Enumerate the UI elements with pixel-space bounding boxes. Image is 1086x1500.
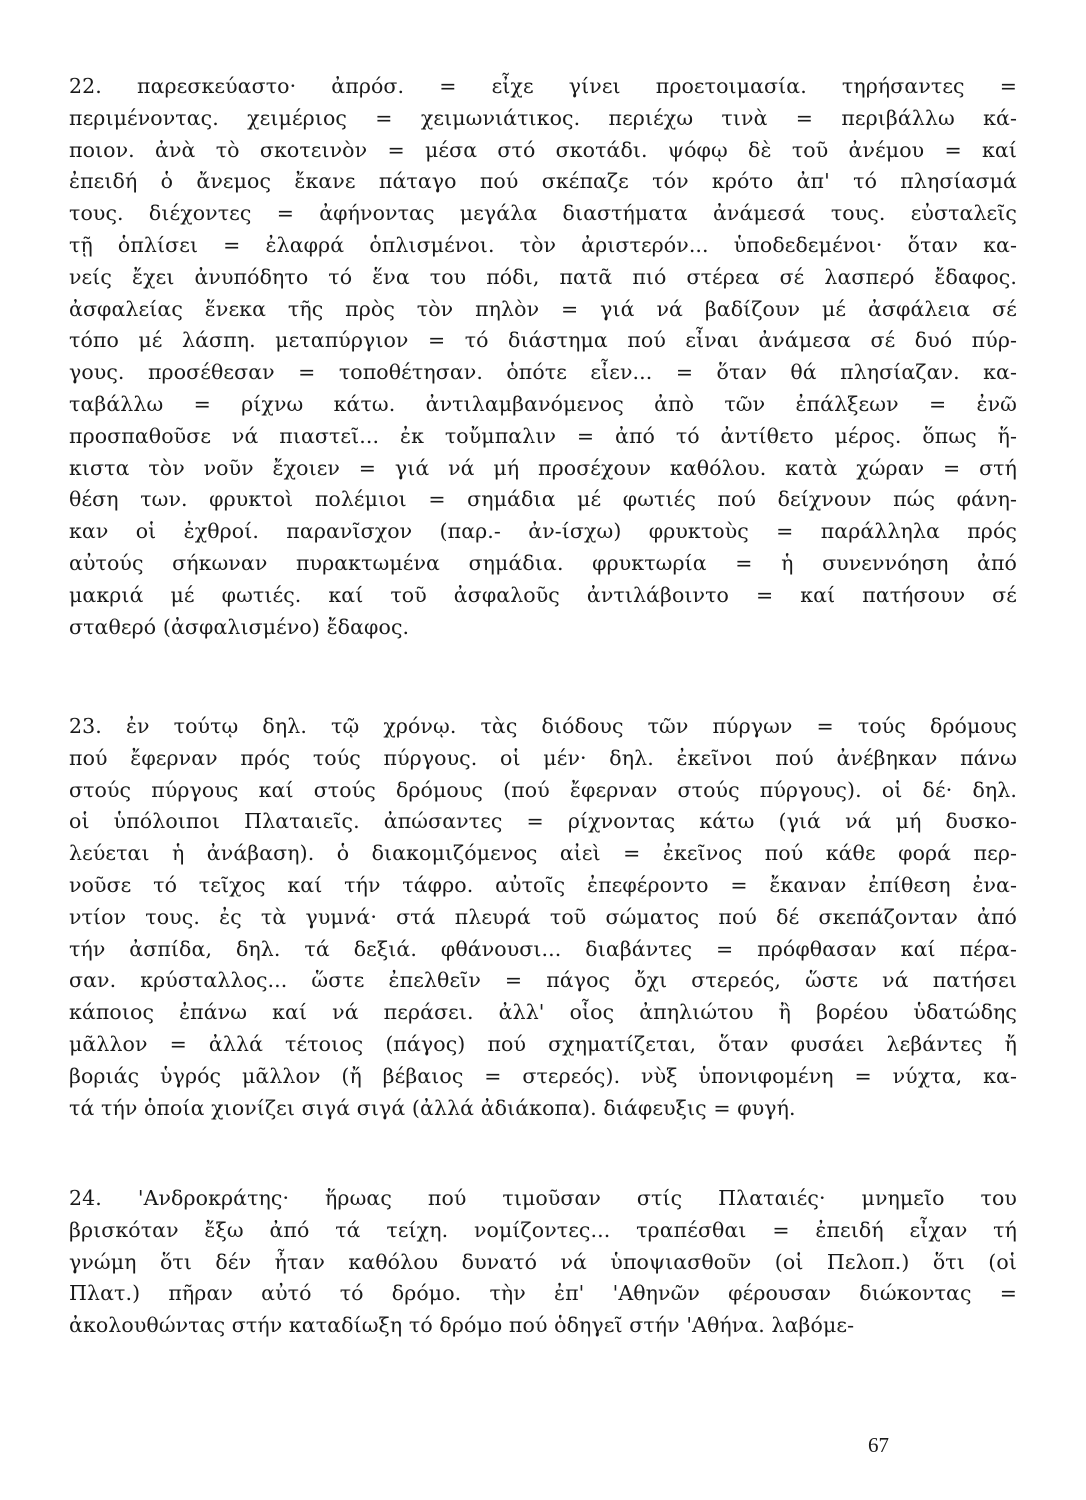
text-line: σταθερό (ἀσφαλισμένο) ἔδαφος. bbox=[69, 614, 410, 639]
text-line: προσπαθοῦσε νά πιαστεῖ... ἐκ τοὔμπαλιν = ἀπό τό ἀντίθετο μέρος. ὅπως ἥ- bbox=[69, 423, 1017, 448]
text-line: πού ἔφερναν πρός τούς πύργους. οἱ μέν· δηλ. ἐκεῖνοι πού ἀνέβηκαν πάνω bbox=[69, 745, 1017, 770]
text-line: τά τήν ὁποία χιονίζει σιγά σιγά (ἀλλά ἀδιάκοπα). διάφευξις = φυγή. bbox=[69, 1095, 796, 1120]
text-line: ντίον τους. ἐς τὰ γυμνά· στά πλευρά τοῦ σώματος πού δέ σκεπάζονταν ἀπό bbox=[69, 904, 1017, 929]
page-number: 67 bbox=[868, 1433, 889, 1457]
text-line: αὐτούς σήκωναν πυρακτωμένα σημάδια. φρυκτωρία = ἡ συνεννόηση ἀπό bbox=[69, 551, 1017, 575]
text-line: βρισκόταν ἔξω ἀπό τά τείχη. νομίζοντες... τραπέσθαι = ἐπειδή εἶχαν τή bbox=[69, 1217, 1017, 1242]
text-line: στούς πύργους καί στούς δρόμους (πού ἔφερναν στούς πύργους). οἱ δέ· δηλ. bbox=[69, 777, 1017, 802]
text-line: περιμένοντας. χειμέριος = χειμωνιάτικος. περιέχω τινὰ = περιβάλλω κά- bbox=[69, 105, 1017, 130]
text-line: τόπο μέ λάσπη. μεταπύργιον = τό διάστημα πού εἶναι ἀνάμεσα σέ δυό πύρ- bbox=[69, 328, 1017, 353]
text-line: μᾶλλον = ἀλλά τέτοιος (πάγος) πού σχηματίζεται, ὅταν φυσάει λεβάντες ἤ bbox=[69, 1032, 1017, 1056]
text-line: γους. προσέθεσαν = τοποθέτησαν. ὁπότε εἶεν... = ὅταν θά πλησίαζαν. κα- bbox=[69, 360, 1017, 385]
text-line: 22. παρεσκεύαστο· ἀπρόσ. = εἶχε γίνει προετοιμασία. τηρήσαντες = bbox=[69, 74, 1017, 98]
text-line: καν οἱ ἐχθροί. παρανῖσχον (παρ.- ἀν-ίσχω) φρυκτοὺς = παράλληλα πρός bbox=[69, 519, 1017, 544]
text-line: νείς ἔχει ἀνυπόδητο τό ἕνα του πόδι, πατᾶ πιό στέρεα σέ λασπερό ἔδαφος. bbox=[69, 264, 1017, 289]
text-line: τους. διέχοντες = ἀφήνοντας μεγάλα διαστήματα ἀνάμεσά τους. εὐσταλεῖς bbox=[69, 201, 1017, 226]
text-line: κάποιος ἐπάνω καί νά περάσει. ἀλλ' οἷος ἀπηλιώτου ἢ βορέου ὑδατώδης bbox=[69, 1000, 1017, 1025]
text-line: 24. 'Ανδροκράτης· ἥρωας πού τιμοῦσαν στίς Πλαταιές· μνημεῖο του bbox=[69, 1186, 1017, 1210]
text-line: ταβάλλω = ρίχνω κάτω. ἀντιλαμβανόμενος ἀπὸ τῶν ἐπάλξεων = ἐνῶ bbox=[69, 392, 1017, 416]
text-line: θέση των. φρυκτοὶ πολέμιοι = σημάδια μέ φωτιές πού δείχνουν πώς φάνη- bbox=[69, 487, 1017, 512]
text-line: τήν ἀσπίδα, δηλ. τά δεξιά. φθάνουσι... διαβάντες = πρόφθασαν καί πέρα- bbox=[69, 936, 1017, 961]
text-line: ἐπειδή ὁ ἄνεμος ἔκανε πάταγο πού σκέπαζε τόν κρότο ἀπ' τό πλησίασμά bbox=[69, 169, 1017, 194]
text-line: κιστα τὸν νοῦν ἔχοιεν = γιά νά μή προσέχουν καθόλου. κατὰ χώραν = στή bbox=[69, 455, 1017, 480]
text-line: 23. ἐν τούτῳ δηλ. τῷ χρόνῳ. τὰς διόδους τῶν πύργων = τούς δρόμους bbox=[69, 714, 1017, 738]
text-line: σαν. κρύσταλλος... ὥστε ἐπελθεῖν = πάγος ὄχι στερεός, ὥστε νά πατήσει bbox=[69, 968, 1017, 993]
text-line: Πλατ.) πῆραν αὐτό τό δρόμο. τὴν ἐπ' 'Αθηνῶν φέρουσαν διώκοντας = bbox=[69, 1281, 1017, 1306]
text-line: νοῦσε τό τεῖχος καί τήν τάφρο. αὐτοῖς ἐπεφέροντο = ἔκαναν ἐπίθεση ἐνα- bbox=[69, 873, 1017, 897]
text-line: τῇ ὁπλίσει = ἐλαφρά ὁπλισμένοι. τὸν ἀριστερόν... ὑποδεδεμένοι· ὅταν κα- bbox=[69, 233, 1017, 257]
text-line: οἱ ὑπόλοιποι Πλαταιεῖς. ἀπώσαντες = ρίχνοντας κάτω (γιά νά μή δυσκο- bbox=[69, 809, 1017, 834]
text-line: λεύεται ἡ ἀνάβαση). ὁ διακομιζόμενος αἰεὶ = ἐκεῖνος πού κάθε φορά περ- bbox=[69, 841, 1017, 866]
text-line: μακριά μέ φωτιές. καί τοῦ ἀσφαλοῦς ἀντιλάβοιντο = καί πατήσουν σέ bbox=[69, 582, 1017, 607]
text-line: γνώμη ὅτι δέν ἦταν καθόλου δυνατό νά ὑποψιασθοῦν (οἱ Πελοπ.) ὅτι (οἱ bbox=[69, 1249, 1017, 1274]
text-line: ποιον. ἀνὰ τὸ σκοτεινὸν = μέσα στό σκοτάδι. ψόφῳ δὲ τοῦ ἀνέμου = καί bbox=[69, 137, 1017, 162]
text-line: ἀκολουθώντας στήν καταδίωξη τό δρόμο πού ὁδηγεῖ στήν 'Αθήνα. λαβόμε- bbox=[69, 1313, 855, 1338]
text-line: ἀσφαλείας ἕνεκα τῆς πρὸς τὸν πηλὸν = γιά νά βαδίζουν μέ ἀσφάλεια σέ bbox=[69, 296, 1017, 321]
text-line: βοριάς ὑγρός μᾶλλον (ἤ βέβαιος = στερεός). νὺξ ὑπονιφομένη = νύχτα, κα- bbox=[69, 1063, 1017, 1088]
